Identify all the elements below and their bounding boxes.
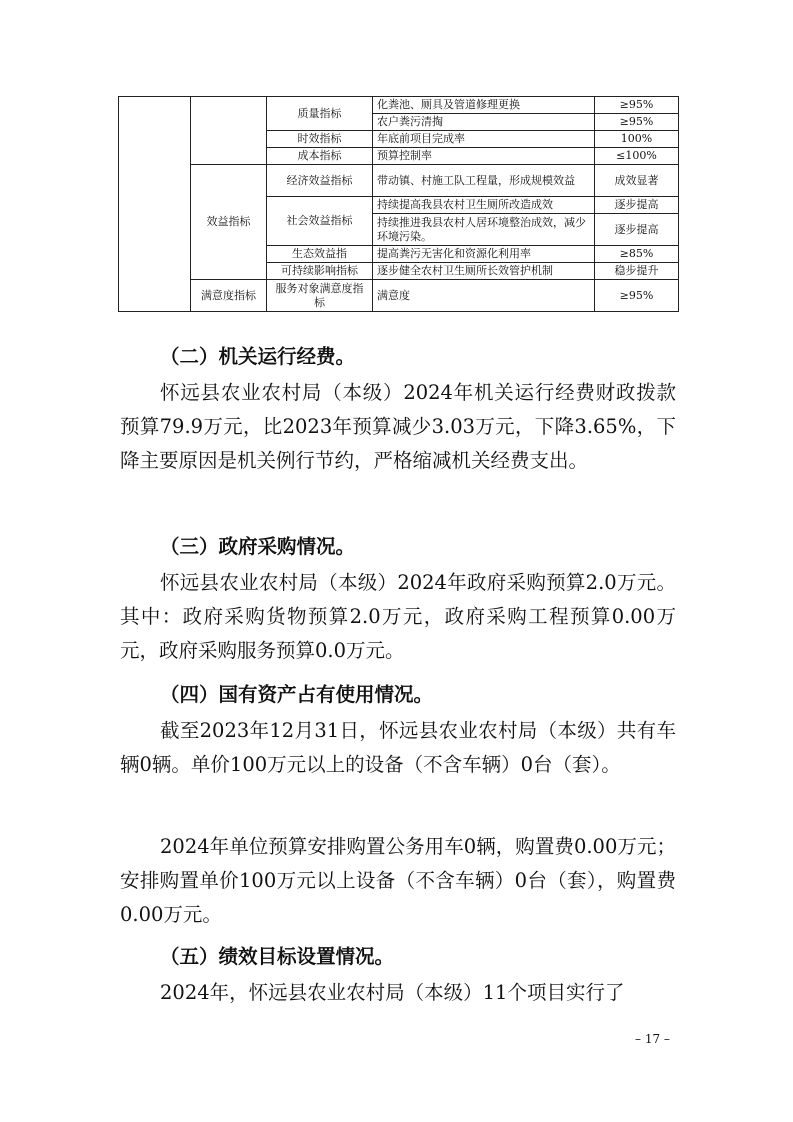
table-cell-value: 逐步提高 <box>595 197 679 214</box>
page-number: – 17 – <box>635 1032 670 1046</box>
table-row <box>119 97 679 114</box>
table-cell-empty <box>119 97 191 312</box>
table-cell-level1: 效益指标 <box>191 165 267 280</box>
performance-indicator-table <box>118 96 679 312</box>
table-cell-value: ≤100% <box>595 148 679 165</box>
table-cell-empty <box>191 97 267 165</box>
table-row <box>119 280 679 312</box>
table-cell-value: 成效显著 <box>595 165 679 197</box>
table-cell-value: 稳步提升 <box>595 263 679 280</box>
table-cell-indicator: 农户粪污清掏 <box>373 114 595 131</box>
table-cell-indicator: 逐步健全农村卫生厕所长效管护机制 <box>373 263 595 280</box>
table-cell-level2: 社会效益指标 <box>267 197 373 246</box>
table-cell-value: ≥95% <box>595 114 679 131</box>
table-cell-indicator: 提高粪污无害化和资源化利用率 <box>373 246 595 263</box>
table-cell-level2: 服务对象满意度指标 <box>267 280 373 312</box>
paragraph-procurement: 怀远县农业农村局（本级）2024年政府采购预算2.0万元。其中：政府采购货物预算2.0万元，政府采购工程预算0.00万元，政府采购服务预算0.0万元。 <box>120 571 676 662</box>
paragraph-performance: 2024年，怀远县农业农村局（本级）11个项目实行了 <box>160 981 625 1004</box>
table-cell-value: ≥95% <box>595 97 679 114</box>
table-cell-indicator: 满意度 <box>373 280 595 312</box>
table-cell-value: ≥85% <box>595 246 679 263</box>
table-cell-level2: 时效指标 <box>267 131 373 148</box>
table-cell-indicator: 预算控制率 <box>373 148 595 165</box>
table-cell-indicator: 年底前项目完成率 <box>373 131 595 148</box>
section-heading-assets: （四）国有资产占有使用情况。 <box>160 683 434 706</box>
section-heading-performance: （五）绩效目标设置情况。 <box>160 945 395 968</box>
table-cell-indicator: 持续提高我县农村卫生厕所改造成效 <box>373 197 595 214</box>
table-cell-level2: 质量指标 <box>267 97 373 131</box>
table-cell-level2: 生态效益指 <box>267 246 373 263</box>
table-cell-indicator: 带动镇、村施工队工程量，形成规模效益 <box>373 165 595 197</box>
paragraph-assets-purchase: 2024年单位预算安排购置公务用车0辆，购置费0.00万元；安排购置单价100万元以上设备（不含车辆）0台（套），购置费0.00万元。 <box>120 835 676 926</box>
table-cell-level2: 可持续影响指标 <box>267 263 373 280</box>
table-cell-value: 100% <box>595 131 679 148</box>
table-cell-level2: 经济效益指标 <box>267 165 373 197</box>
table-cell-value: ≥95% <box>595 280 679 312</box>
table-cell-level2: 成本指标 <box>267 148 373 165</box>
table-cell-indicator: 持续推进我县农村人居环境整治成效，减少环境污染。 <box>373 214 595 246</box>
table-cell-value: 逐步提高 <box>595 214 679 246</box>
table-cell-indicator: 化粪池、厕具及管道修理更换 <box>373 97 595 114</box>
section-heading-procurement: （三）政府采购情况。 <box>160 535 356 558</box>
table-row <box>119 165 679 197</box>
paragraph-assets-vehicles: 截至2023年12月31日，怀远县农业农村局（本级）共有车辆0辆。单价100万元以上的设备（不含车辆）0台（套）。 <box>120 719 676 776</box>
paragraph-operating-funds: 怀远县农业农村局（本级）2024年机关运行经费财政拨款预算79.9万元，比2023年预算减少3.03万元，下降3.65%，下降主要原因是机关例行节约，严格缩减机关经费支出。 <box>120 381 676 472</box>
section-heading-operating-funds: （二）机关运行经费。 <box>160 345 356 368</box>
table-cell-level1: 满意度指标 <box>191 280 267 312</box>
